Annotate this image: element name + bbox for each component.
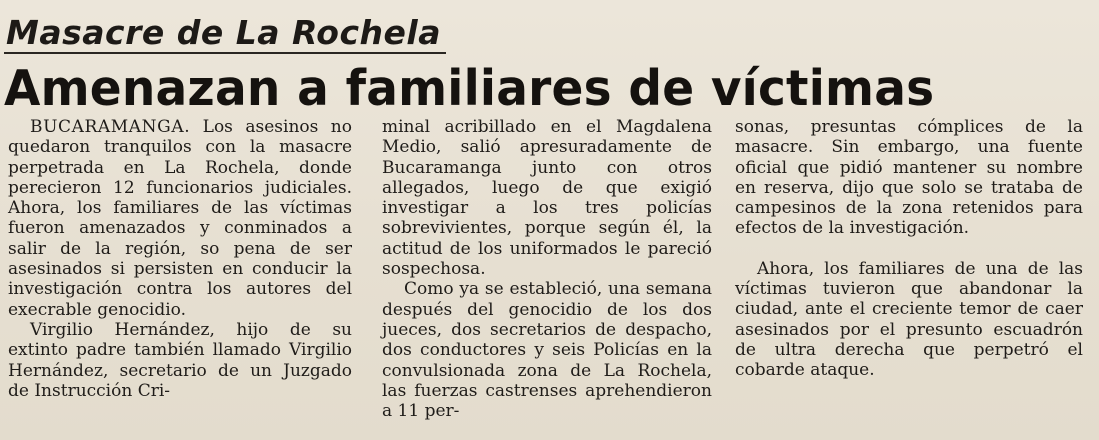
column-2-paragraph-2: Como ya se estableció, una semana después del genocidio de los dos jueces, dos secretarios de despacho, dos conductores y seis Policías en la convulsionada zona de La Rochela, las fuerzas castrenses aprehendieron a 11 per- xyxy=(382,279,712,422)
article-column-1 xyxy=(8,117,352,401)
column-1-paragraph-1-text: Los asesinos no quedaron tranquilos con la masacre perpetrada en La Rochela, donde perecieron 12 funcionarios judiciales. Ahora, los familiares de las víctimas fueron amenazados y conminados a salir de la región, so pena de ser asesinados si persisten en conducir la investigación contra los autores del execrable genocidio. xyxy=(8,117,352,320)
article-headline: Amenazan a familiares de víctimas xyxy=(4,60,935,118)
article-column-3 xyxy=(735,117,1083,381)
article-kicker: Masacre de La Rochela xyxy=(6,13,441,52)
column-2-paragraph-1: minal acribillado en el Magdalena Medio, salió apresuradamente de Bucaramanga junto con otros allegados, luego de que exigió investigar a los tres policías sobrevivientes, porque según él, la actitud de los uniformados le pareció sospechosa. xyxy=(382,117,712,280)
article-column-2 xyxy=(382,117,712,421)
paragraph-spacer xyxy=(735,239,1083,259)
column-1-paragraph-2: Virgilio Hernández, hijo de su extinto padre también llamado Virgilio Hernández, secretario de un Juzgado de Instrucción Cri- xyxy=(8,319,352,401)
kicker-underline xyxy=(4,52,446,54)
column-1-paragraph-1 xyxy=(8,117,352,320)
article-dateline: BUCARAMANGA. xyxy=(30,117,191,137)
column-3-paragraph-2: Ahora, los familiares de una de las víctimas tuvieron que abandonar la ciudad, ante el creciente temor de caer asesinados por el presunto escuadrón de ultra derecha que perpetró el cobarde ataque. xyxy=(735,258,1083,381)
column-3-paragraph-1: sonas, presuntas cómplices de la masacre. Sin embargo, una fuente oficial que pidió mantener su nombre en reserva, dijo que solo se trataba de campesinos de la zona retenidos para efectos de la investigación. xyxy=(735,117,1083,239)
